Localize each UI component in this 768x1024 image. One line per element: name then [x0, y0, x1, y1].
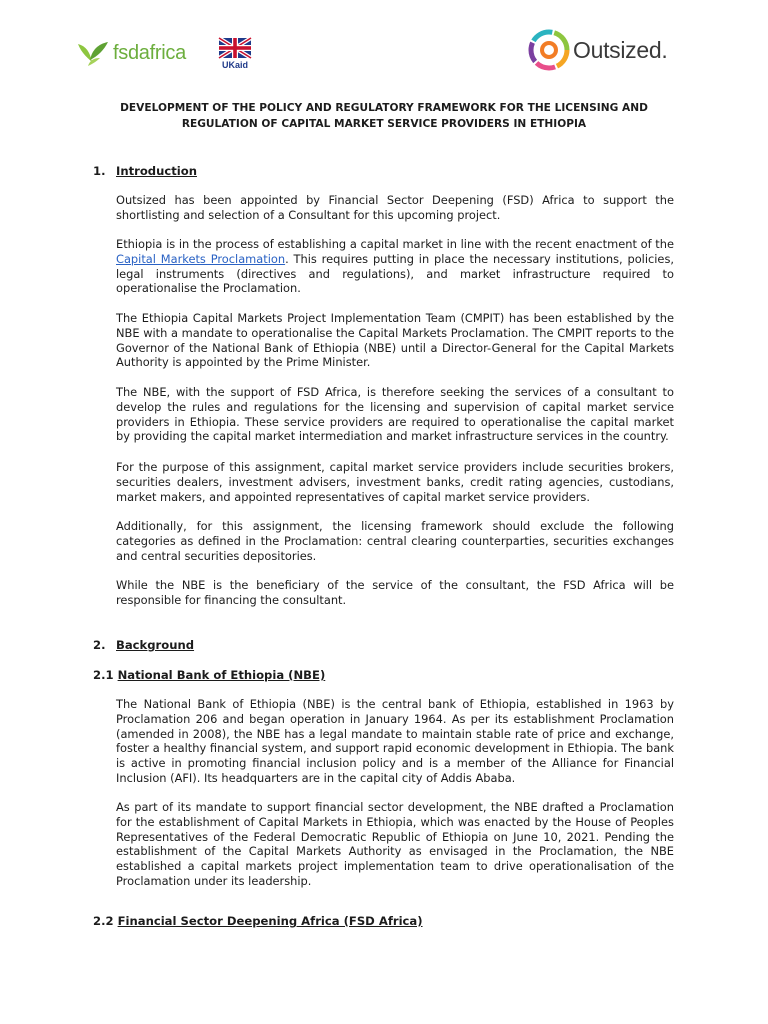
section-1-number: 1. — [93, 164, 106, 178]
intro-paragraph-6: Additionally, for this assignment, the licensing framework should exclude the following categories as defined in the Proclamation: central clearing counterparties, securities exchanges and central securities depositories. — [116, 519, 674, 563]
subsection-2-2-heading — [93, 913, 423, 929]
logo-header — [0, 0, 768, 85]
subsection-2-2-number: 2.2 — [93, 914, 114, 928]
intro-paragraph-1: Outsized has been appointed by Financial Sector Deepening (FSD) Africa to support the shortlisting and selection of a Consultant for this upcoming project. — [116, 193, 674, 222]
outsized-logo-text: Outsized. — [573, 36, 668, 63]
title-line-1: DEVELOPMENT OF THE POLICY AND REGULATORY FRAMEWORK FOR THE LICENSING AND — [120, 102, 648, 114]
ukaid-logo — [218, 37, 252, 71]
subsection-2-1-title: National Bank of Ethiopia (NBE) — [117, 668, 326, 682]
capital-markets-proclamation-link[interactable]: Capital Markets Proclamation — [116, 251, 286, 266]
fsd-logo-text: fsdafrica — [113, 41, 186, 64]
outsized-swirl-icon — [527, 28, 571, 72]
nbe-paragraph-2: As part of its mandate to support financial sector development, the NBE drafted a Proclamation for the establishment of Capital Markets in Ethiopia, which was enacted by the House of Peoples Representatives of the Federal Democratic Republic of Ethiopia on June 10, 2021. Pending the establishment of the Capital Markets Authority as envisaged in the Proclamation, the NBE established a capital markets project implementation team to drive operationalisation of the Proclamation under its leadership. — [116, 800, 674, 888]
fsd-leaf-icon — [76, 36, 110, 70]
subsection-2-1-number: 2.1 — [93, 668, 114, 682]
section-2-heading — [93, 637, 194, 653]
intro-paragraph-3: The Ethiopia Capital Markets Project Implementation Team (CMPIT) has been established by the NBE with a mandate to operationalise the Capital Markets Proclamation. The CMPIT reports to the Governor of the National Bank of Ethiopia (NBE) until a Director-General for the Capital Markets Authority is appointed by the Prime Minister. — [116, 311, 674, 370]
section-1-title: Introduction — [116, 164, 197, 178]
outsized-logo — [527, 28, 667, 72]
ukaid-text: UKaid — [221, 60, 249, 70]
intro-paragraph-5: For the purpose of this assignment, capital market service providers include securities brokers, securities dealers, investment advisers, investment banks, credit rating agencies, custodians, market makers, and appointed representatives of capital market service providers. — [116, 460, 674, 504]
intro-paragraph-2 — [116, 237, 674, 296]
section-1-heading — [93, 163, 197, 179]
intro-p2-text-before: Ethiopia is in the process of establishing a capital market in line with the recent enactment of the — [116, 237, 674, 251]
intro-p2-text-after: . This requires putting in place the necessary institutions, policies, legal instruments (directives and regulations), and market infrastructure required to operationalise the Proclamation. — [116, 251, 674, 296]
intro-paragraph-7: While the NBE is the beneficiary of the service of the consultant, the FSD Africa will be responsible for financing the consultant. — [116, 578, 674, 607]
intro-paragraph-4: The NBE, with the support of FSD Africa, is therefore seeking the services of a consultant to develop the rules and regulations for the licensing and supervision of capital market service providers in Ethiopia. These service providers are required to operationalise the capital market by providing the capital market intermediation and market infrastructure services in the country. — [116, 385, 674, 444]
title-line-2: REGULATION OF CAPITAL MARKET SERVICE PROVIDERS IN ETHIOPIA — [181, 118, 587, 130]
section-2-number: 2. — [93, 638, 106, 652]
subsection-2-2-title: Financial Sector Deepening Africa (FSD Africa) — [117, 914, 423, 928]
nbe-paragraph-1: The National Bank of Ethiopia (NBE) is the central bank of Ethiopia, established in 1963 by Proclamation 206 and began operation in January 1964. As per its establishment Proclamation (amended in 2008), the NBE has a legal mandate to maintain stable rate of price and exchange, foster a healthy financial system, and support rapid economic development in Ethiopia. The bank is active in promoting financial inclusion policy and is a member of the Alliance for Financial Inclusion (AFI). Its headquarters are in the capital city of Addis Ababa. — [116, 697, 674, 785]
section-2-title: Background — [116, 638, 195, 652]
fsd-africa-logo — [76, 36, 186, 70]
subsection-2-1-heading — [93, 667, 325, 683]
document-title — [100, 100, 668, 132]
